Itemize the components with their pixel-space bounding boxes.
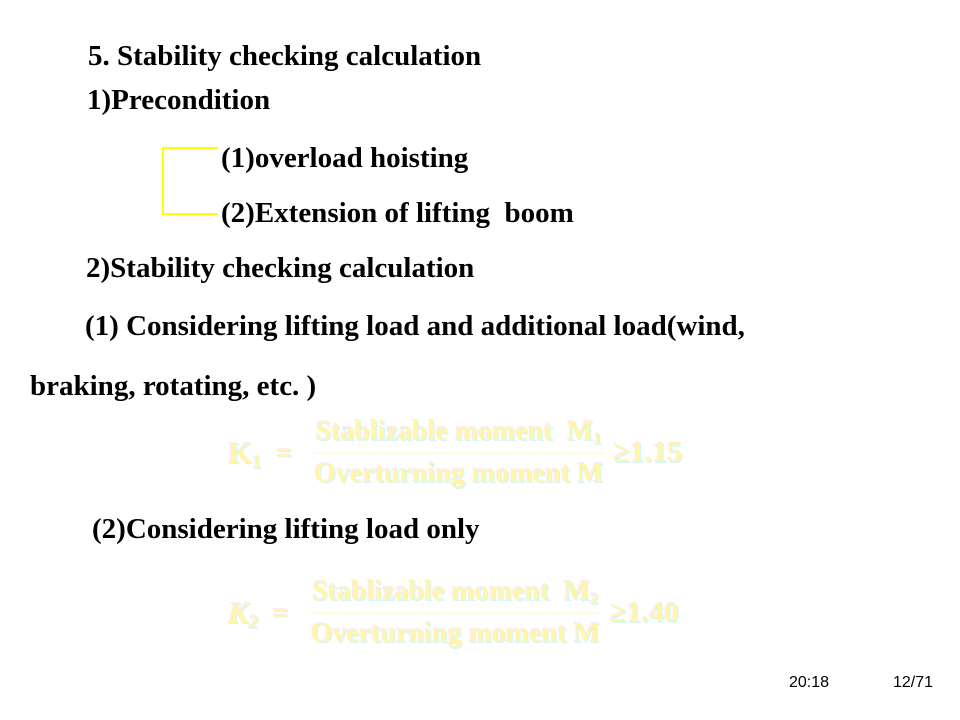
formula-k2-denominator: Overturning moment M	[310, 618, 601, 649]
formula-k2-equals: =	[272, 596, 289, 629]
formula-k1-fraction	[314, 416, 603, 490]
formula-k2-numerator: Stablizable moment M2	[312, 576, 599, 609]
fraction-bar	[311, 612, 600, 614]
formula-k1-lhs-subscript: 1	[252, 451, 262, 473]
formula-k2	[228, 576, 679, 650]
point1-line1: (1) Considering lifting load and additional load(wind,	[85, 310, 745, 342]
formula-k1-lhs: K1	[228, 435, 262, 473]
formula-k1-numerator-subscript: 1	[593, 429, 603, 449]
formula-k1-equals: =	[275, 436, 293, 469]
bracket-shape	[162, 147, 218, 215]
fraction-bar	[314, 452, 603, 454]
point1-line2: braking, rotating, etc. )	[30, 370, 317, 402]
point2: (2)Considering lifting load only	[92, 513, 480, 545]
formula-k2-numerator-subscript: 2	[589, 589, 599, 609]
formula-k2-lhs-subscript: 2	[248, 611, 259, 633]
formula-k1-relation: ≥1.15	[613, 436, 683, 469]
formula-k2-lhs: K2	[228, 595, 259, 633]
item-precondition: 1)Precondition	[87, 84, 271, 116]
formula-k2-fraction	[311, 576, 600, 650]
formula-k2-relation: ≥1.40	[610, 596, 680, 629]
formula-k1-numerator: Stablizable moment M1	[315, 416, 603, 449]
formula-k1-denominator: Overturning moment M	[314, 458, 604, 489]
sub-item-extension-boom: (2)Extension of lifting boom	[221, 197, 574, 229]
sub-item-overload-hoisting: (1)overload hoisting	[221, 142, 469, 174]
formula-k1	[228, 416, 683, 490]
clock-time: 20:18	[789, 674, 830, 691]
page-number: 12/71	[893, 674, 934, 691]
item-stability-checking: 2)Stability checking calculation	[86, 252, 475, 284]
slide-title: 5. Stability checking calculation	[88, 40, 482, 72]
